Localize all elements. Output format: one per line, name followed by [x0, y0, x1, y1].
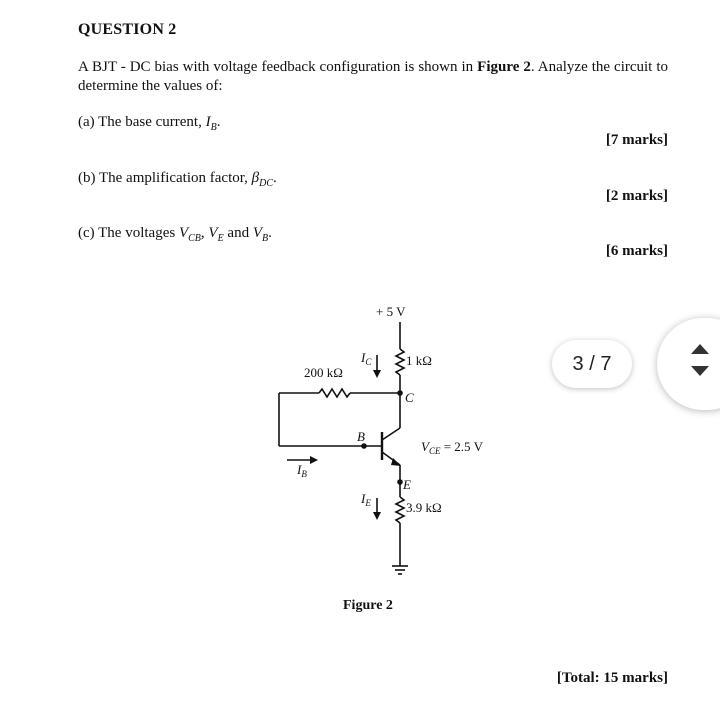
part-c-marks: [6 marks] — [605, 243, 668, 259]
ib-symbol-fig: I — [297, 462, 302, 477]
ib-symbol: I — [205, 114, 211, 130]
node-b-label: B — [357, 429, 365, 444]
vce-value: = 2.5 V — [440, 439, 483, 454]
beta-symbol: β — [251, 170, 260, 186]
intro-text: A BJT - DC bias with voltage feedback configuration is shown in — [78, 59, 478, 75]
part-c-text: (c) The voltages — [78, 225, 179, 241]
node-c-label: C — [405, 390, 414, 405]
ib-subscript: B — [210, 122, 217, 133]
node-e-label: E — [403, 477, 411, 492]
ic-arrowhead-icon — [373, 370, 381, 378]
node-dot-collector — [397, 390, 403, 396]
vce-subscript: CE — [428, 446, 441, 456]
page-indicator: 3 / 7 — [552, 340, 632, 388]
intro-figure-ref: Figure 2 — [477, 59, 531, 75]
figure-caption: Figure 2 — [343, 598, 393, 613]
ic-subscript: C — [365, 357, 372, 367]
node-dot-base — [361, 443, 367, 449]
ib-subscript-fig: B — [301, 469, 307, 479]
part-a-marks: [7 marks] — [605, 132, 668, 148]
vce-symbol: V — [421, 439, 429, 454]
vb-subscript: B — [262, 233, 269, 244]
intro-text-end: . Analyze the circuit to determine the values of: — [78, 59, 669, 94]
ib-label — [296, 462, 307, 479]
ic-label — [360, 350, 372, 367]
node-dot-emitter — [397, 479, 403, 485]
chevron-up-icon[interactable] — [691, 344, 709, 354]
supply-label: + 5 V — [376, 304, 406, 319]
ie-arrowhead-icon — [373, 512, 381, 520]
re-label: 3.9 kΩ — [406, 500, 442, 515]
part-a-text: (a) The base current, — [78, 114, 206, 130]
vcb-subscript: CB — [188, 233, 201, 244]
part-b-end: . — [273, 170, 277, 186]
ie-label — [360, 491, 371, 508]
part-a-end: . — [216, 114, 221, 130]
part-b-text: (b) The amplification factor, — [78, 170, 252, 186]
rc-resistor — [396, 349, 404, 375]
vb-symbol: V — [252, 225, 263, 241]
vcb-symbol: V — [178, 225, 189, 241]
rb-label: 200 kΩ — [304, 365, 343, 380]
ie-subscript: E — [365, 498, 371, 508]
re-resistor — [396, 497, 404, 523]
rc-label: 1 kΩ — [406, 353, 432, 368]
part-b-marks: [2 marks] — [605, 188, 668, 204]
total-marks: [Total: 15 marks] — [556, 670, 668, 686]
ie-symbol: I — [361, 491, 366, 506]
ve-subscript: E — [217, 233, 224, 244]
beta-subscript: DC — [259, 178, 274, 189]
ib-arrowhead-icon — [310, 456, 318, 464]
separator: , — [200, 225, 209, 241]
vce-label — [421, 439, 484, 456]
part-c-end: . — [268, 225, 272, 241]
separator: and — [223, 225, 253, 241]
question-title: QUESTION 2 — [78, 21, 177, 38]
ic-symbol: I — [361, 350, 366, 365]
chevron-down-icon[interactable] — [691, 366, 709, 376]
transistor-collector-lead — [382, 428, 400, 440]
ve-symbol: V — [208, 225, 218, 241]
rb-resistor — [319, 389, 350, 397]
